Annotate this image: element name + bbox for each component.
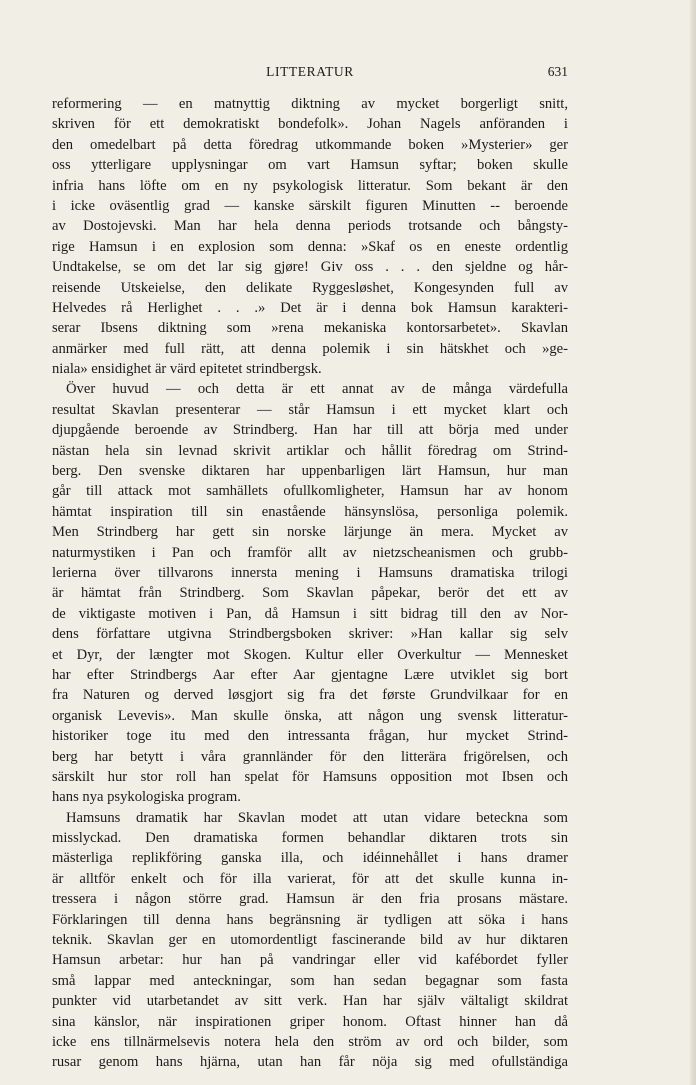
text-line: dens författare utgivna Strindbergsboken skriver: »Han kallar sig selv — [52, 626, 568, 643]
text-line: icke ens tillnärmelsevis notera hela den ström av ord och bilder, som — [52, 1033, 568, 1050]
body-text — [52, 94, 568, 1073]
text-line: de viktigaste motiven i Pan, då Hamsun i sitt bidrag till den av Nor- — [52, 605, 568, 622]
running-title: LITTERATUR — [266, 64, 354, 79]
text-line: hämtat inspiration till sin enastående hänsynslösa, personliga polemik. — [52, 503, 568, 520]
text-line: nästan hela sin levnad skrivit artiklar och hållit föredrag om Strind- — [52, 442, 568, 459]
text-line: infria hans löfte om en ny psykologisk litteratur. Som bekant är den — [52, 177, 568, 194]
page-number: 631 — [547, 64, 568, 79]
text-line: Hamsun arbetar: hur han på vandringar eller vid kafébordet fyller — [52, 952, 568, 969]
text-line: tressera i någon större grad. Hamsun är den fria prosans mästare. — [52, 891, 568, 908]
text-line: små lappar med anteckningar, som han sedan begagnar som fasta — [52, 972, 568, 989]
text-line: Helvedes rå Herlighet . . .» Det är i denna bok Hamsun karakteri- — [52, 299, 568, 316]
text-line: organisk Levevis». Man skulle önska, att någon ung svensk litteratur- — [52, 707, 568, 724]
text-line: lerierna över tillvarons innersta mening i Hamsuns dramatiska trilogi — [52, 564, 568, 581]
text-line: djupgående beroende av Strindberg. Han har till att börja med under — [52, 422, 568, 439]
text-line: berg har betytt i våra grannländer för den litterära frigörelsen, och — [52, 748, 568, 765]
text-line: historiker toge itu med den intressanta frågan, hur mycket Strind- — [52, 728, 568, 745]
text-line: reisende Utskeielse, den delikate Ryggesløshet, Kongesynden full av — [52, 279, 568, 296]
text-line: fra Naturen og derved løsgjort sig fra det første Grundvilkaar for en — [52, 687, 568, 704]
text-line: reformering — en matnyttig diktning av mycket borgerligt snitt, — [52, 96, 568, 112]
text-line: har efter Strindbergs Aar efter Aar gjentagne Lære utviklet sig bort — [52, 666, 568, 683]
text-line: mästerliga replikföring ganska illa, och idéinnehållet i hans dramer — [52, 850, 568, 867]
text-line: naturmystiken i Pan och framför allt av nietzscheanismen och grubb- — [52, 544, 568, 561]
text-line: sina känslor, när inspirationen griper honom. Oftast hinner han då — [52, 1013, 568, 1030]
text-line: skriven för ett demokratiskt bondefolk». Johan Nagels anföranden i — [52, 116, 568, 133]
text-line: misslyckad. Den dramatiska formen behandlar diktaren trots sin — [52, 830, 568, 847]
text-line: rige Hamsun i en explosion som denna: »Skaf os en eneste ordentlig — [52, 238, 568, 255]
text-line: Över huvud — och detta är ett annat av de många värdefulla — [66, 381, 568, 398]
text-line: särskilt hur stor roll han spelat för Hamsuns opposition mot Ibsen och — [52, 768, 568, 785]
text-line: är alltför enkelt och för illa varierat, för att det skulle kunna in- — [52, 870, 568, 887]
text-line: resultat Skavlan presenterar — står Hamsun i ett mycket klart och — [52, 401, 568, 418]
page-edge — [690, 0, 696, 1085]
text-line: rusar genom hans hjärna, utan han får nöja sig med ofullständiga — [52, 1054, 568, 1071]
text-line: i icke oväsentlig grad — kanske särskilt figuren Minutten -- beroende — [52, 197, 568, 214]
text-line: av Dostojevski. Man har hela denna periods trotsande och bångsty- — [52, 218, 568, 235]
text-line: berg. Den svenske diktaren har uppenbarligen lärt Hamsun, hur man — [52, 463, 568, 480]
text-line: hans nya psykologiska program. — [52, 789, 241, 806]
text-line: Hamsuns dramatik har Skavlan modet att utan vidare beteckna som — [66, 809, 568, 826]
text-line: Förklaringen till denna hans begränsning är tydligen att söka i hans — [52, 911, 568, 928]
text-line: et Dyr, der længter mot Skogen. Kultur eller Overkultur — Mennesket — [52, 646, 568, 663]
text-line: oss ytterligare upplysningar om vart Hamsun syftar; boken skulle — [52, 157, 568, 174]
text-line: anmärker med full rätt, att denna polemik i sin hätskhet och »ge- — [52, 340, 568, 357]
text-line: punkter vid utarbetandet av sitt verk. Han har själv vältaligt skildrat — [52, 993, 568, 1010]
text-line: Men Strindberg har gett sin norske lärjunge än mera. Mycket av — [52, 524, 568, 541]
text-line: niala» ensidighet är värd epitetet strindbergsk. — [52, 361, 322, 378]
text-line: serar Ibsens diktning som »rena mekaniska kontorsarbetet». Skavlan — [52, 320, 568, 337]
text-line: den omedelbart på detta föredrag utkommande boken »Mysterier» ger — [52, 136, 568, 153]
text-line: går till attack mot samhällets ofullkomligheter, Hamsun har av honom — [52, 483, 568, 500]
text-line: är hämtat från Strindberg. Som Skavlan påpekar, berör det ett av — [52, 585, 568, 602]
text-line: teknik. Skavlan ger en utomordentligt fascinerande bild av hur diktaren — [52, 932, 568, 949]
running-header — [52, 64, 568, 84]
text-line: Undtakelse, se om det lar sig gjøre! Giv oss . . . den sjeldne og hår- — [52, 259, 568, 276]
